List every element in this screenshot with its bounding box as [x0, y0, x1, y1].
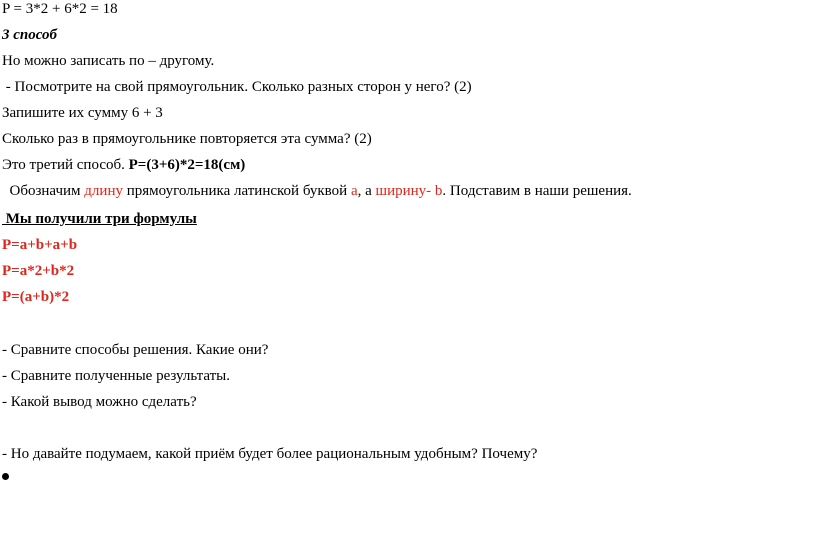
- heading-three-formulas: Мы получили три формулы: [2, 211, 197, 227]
- notation-length: длину: [84, 183, 123, 199]
- question-rational: - Но давайте подумаем, какой приём будет более рациональным удобным? Почему?: [2, 446, 538, 462]
- formula-3: P=(a+b)*2: [2, 289, 70, 305]
- notation-part-4: . Подставим в наши решения.: [442, 183, 632, 199]
- bullet-icon: [2, 473, 9, 480]
- formula-2: P=a*2+b*2: [2, 263, 75, 279]
- heading-method-3: 3 способ: [2, 27, 58, 43]
- text-third-method: [2, 156, 245, 174]
- text-notation: [2, 182, 632, 200]
- question-repeat: Сколько раз в прямоугольнике повторяется эта сумма? (2): [2, 131, 372, 147]
- formula-1: P=a+b+a+b: [2, 237, 78, 253]
- question-sides: - Посмотрите на свой прямоугольник. Сколько разных сторон у него? (2): [2, 79, 472, 95]
- third-method-label: Это третий способ.: [2, 157, 129, 173]
- notation-part-2: прямоугольника латинской буквой: [122, 183, 351, 199]
- question-compare-results: - Сравните полученные результаты.: [2, 368, 231, 384]
- notation-part-1: Обозначим: [2, 183, 85, 199]
- notation-a: a: [350, 183, 358, 199]
- question-conclusion: - Какой вывод можно сделать?: [2, 394, 197, 410]
- notation-part-3: , а: [357, 183, 376, 199]
- formula-method-2: P = 3*2 + 6*2 = 18: [2, 1, 118, 17]
- text-write-sum: Запишите их сумму 6 + 3: [2, 105, 163, 121]
- text-another-way: Но можно записать по – другому.: [2, 53, 215, 69]
- third-method-formula: P=(3+6)*2=18(см): [128, 157, 246, 173]
- question-compare-methods: - Сравните способы решения. Какие они?: [2, 342, 269, 358]
- notation-width: ширину- b: [375, 183, 443, 199]
